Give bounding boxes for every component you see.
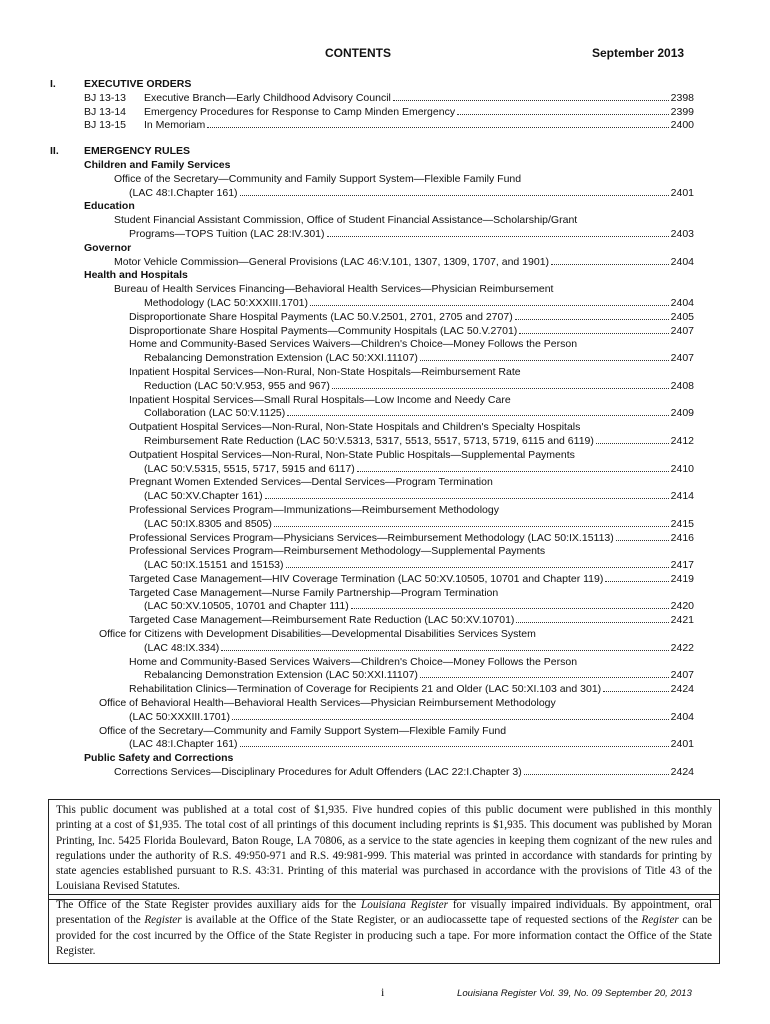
- toc-entry: [84, 256, 694, 270]
- entry-line: Home and Community-Based Services Waivers—Children's Choice—Money Follows the Person: [129, 338, 578, 351]
- dot-leader: [519, 333, 668, 334]
- entry-title: Disproportionate Share Hospital Payments (LAC 50.V.2501, 2701, 2705 and 2707): [129, 310, 513, 323]
- entry-title: Programs—TOPS Tuition (LAC 28:IV.301): [129, 227, 325, 240]
- toc-entry: [84, 463, 694, 477]
- order-code: BJ 13-14: [84, 105, 127, 118]
- section-title: EXECUTIVE ORDERS: [84, 78, 192, 90]
- page-ref: 2419: [670, 572, 694, 585]
- toc-entry: [84, 490, 694, 504]
- agency-heading: Education: [84, 200, 135, 213]
- dot-leader: [420, 360, 669, 361]
- page-ref: 2407: [670, 669, 694, 682]
- order-code: BJ 13-15: [84, 119, 127, 132]
- toc-entry: [84, 228, 694, 242]
- dot-leader: [605, 581, 668, 582]
- toc-entry: [84, 352, 694, 366]
- dot-leader: [603, 691, 668, 692]
- toc-entry: [84, 325, 694, 339]
- entry-title: Collaboration (LAC 50:V.1125): [144, 407, 286, 420]
- page-ref: 2421: [670, 614, 694, 627]
- order-code: BJ 13-13: [84, 91, 127, 104]
- toc-entry: [84, 573, 694, 587]
- entry-title: Disproportionate Share Hospital Payments—Community Hospitals (LAC 50.V.2701): [129, 324, 518, 337]
- entry-line: Office of Behavioral Health—Behavioral Health Services—Physician Reimbursement Methodology: [99, 697, 556, 710]
- dot-leader: [221, 650, 668, 651]
- toc-entry: [84, 435, 694, 449]
- page-ref: 2404: [670, 255, 694, 268]
- entry-line: Office for Citizens with Development Disabilities—Developmental Disabilities Services System: [99, 628, 536, 641]
- entry-title: (LAC 50:IX.15151 and 15153): [144, 559, 284, 572]
- entry-title: Executive Branch—Early Childhood Advisory Council: [144, 91, 391, 104]
- toc-entry: [84, 92, 694, 106]
- section-title: EMERGENCY RULES: [84, 145, 190, 158]
- dot-leader: [616, 540, 669, 541]
- entry-title: (LAC 48:I.Chapter 161): [129, 738, 238, 751]
- dot-leader: [357, 471, 669, 472]
- toc-entry: [84, 518, 694, 532]
- page-ref: 2424: [670, 766, 694, 779]
- entry-title: (LAC 50:XV.10505, 10701 and Chapter 111): [144, 600, 349, 613]
- toc-entry: [84, 669, 694, 683]
- section-emergency-rules: [50, 145, 694, 780]
- page-ref: 2408: [670, 379, 694, 392]
- toc-entry: [84, 738, 694, 752]
- dot-leader: [240, 195, 669, 196]
- issue-month: September 2013: [592, 46, 685, 60]
- page-ref: 2407: [670, 324, 694, 337]
- dot-leader: [551, 264, 669, 265]
- page-ref: 2416: [670, 531, 694, 544]
- agency-heading: Public Safety and Corrections: [84, 752, 234, 765]
- dot-leader: [240, 746, 669, 747]
- entry-title: Emergency Procedures for Response to Camp Minden Emergency: [144, 105, 456, 118]
- entry-title: Corrections Services—Disciplinary Procedures for Adult Offenders (LAC 22:I.Chapter 3): [114, 766, 522, 779]
- entry-title: Professional Services Program—Physicians Services—Reimbursement Methodology (LAC 50:IX.15113): [129, 531, 614, 544]
- toc-entry: [84, 642, 694, 656]
- page-ref: 2404: [670, 296, 694, 309]
- entry-title: Motor Vehicle Commission—General Provisions (LAC 46:V.101, 1307, 1309, 1707, and 1901): [114, 255, 550, 268]
- page-ref: 2424: [670, 683, 694, 696]
- entry-title: Rehabilitation Clinics—Termination of Coverage for Recipients 21 and Older (LAC 50:XI.103 and 301): [129, 683, 602, 696]
- publication-name: Louisiana Register: [361, 899, 448, 911]
- entry-title: Rebalancing Demonstration Extension (LAC 50:XXI.11107): [144, 352, 418, 365]
- page-ref: 2407: [670, 352, 694, 365]
- entry-line: Student Financial Assistant Commission, Office of Student Financial Assistance—Scholarship/Grant: [114, 214, 578, 227]
- publication-name: Register: [144, 914, 182, 927]
- toc-entry: [84, 683, 694, 697]
- contents-heading: CONTENTS: [325, 46, 391, 60]
- dot-leader: [286, 567, 669, 568]
- toc-entry: [84, 380, 694, 394]
- dot-leader: [596, 443, 669, 444]
- page-ref: 2401: [670, 186, 694, 199]
- toc-entry: [84, 297, 694, 311]
- page-ref: 2412: [670, 434, 694, 447]
- dot-leader: [457, 114, 669, 115]
- toc-entry: [84, 614, 694, 628]
- toc-entry: [84, 559, 694, 573]
- entry-title: (LAC 48:I.Chapter 161): [129, 186, 238, 199]
- entry-line: Pregnant Women Extended Services—Dental Services—Program Termination: [129, 476, 493, 489]
- dot-leader: [332, 388, 669, 389]
- dot-leader: [265, 498, 669, 499]
- entry-line: Professional Services Program—Immunizations—Reimbursement Methodology: [129, 503, 499, 516]
- dot-leader: [287, 415, 668, 416]
- entry-title: Reimbursement Rate Reduction (LAC 50:V.5313, 5317, 5513, 5517, 5713, 5719, 6115 and 6119): [144, 434, 594, 447]
- page-ref: 2417: [670, 559, 694, 572]
- entry-line: Office of the Secretary—Community and Family Support System—Flexible Family Fund: [99, 724, 507, 737]
- entry-title: (LAC 50:XV.Chapter 161): [144, 490, 263, 503]
- toc-entry: [84, 766, 694, 780]
- entry-line: Inpatient Hospital Services—Non-Rural, Non-State Hospitals—Reimbursement Rate: [129, 365, 521, 378]
- page-ref: 2414: [670, 490, 694, 503]
- entry-line: Inpatient Hospital Services—Small Rural Hospitals—Low Income and Needy Care: [129, 393, 511, 406]
- entry-line: Outpatient Hospital Services—Non-Rural, Non-State Hospitals and Children's Specialty Hospitals: [129, 421, 581, 434]
- dot-leader: [351, 608, 669, 609]
- dot-leader: [524, 774, 669, 775]
- section-numeral: I.: [50, 78, 56, 90]
- entry-title: (LAC 50:V.5315, 5515, 5717, 5915 and 6117): [144, 462, 355, 475]
- entry-title: In Memoriam: [144, 119, 206, 132]
- issue-reference: Louisiana Register Vol. 39, No. 09 September 20, 2013: [457, 988, 692, 999]
- entry-title: Targeted Case Management—HIV Coverage Termination (LAC 50:XV.10505, 10701 and Chapter 119): [129, 572, 604, 585]
- dot-leader: [207, 127, 668, 128]
- emergency-rules-list: [84, 159, 694, 780]
- entry-line: Bureau of Health Services Financing—Behavioral Health Services—Physician Reimbursement: [114, 283, 554, 296]
- page-ref: 2410: [670, 462, 694, 475]
- dot-leader: [516, 622, 668, 623]
- entry-line: Office of the Secretary—Community and Family Support System—Flexible Family Fund: [114, 172, 522, 185]
- toc-entry: [84, 119, 694, 133]
- page-ref: 2400: [670, 119, 694, 132]
- entry-title: Methodology (LAC 50:XXXIII.1701): [144, 296, 309, 309]
- page-ref: 2415: [670, 517, 694, 530]
- section-executive-orders: [50, 78, 694, 133]
- page-ref: 2409: [670, 407, 694, 420]
- publication-name: Register: [641, 914, 679, 927]
- toc-entry: [84, 106, 694, 120]
- page-ref: 2422: [670, 641, 694, 654]
- entry-line: Professional Services Program—Reimbursement Methodology—Supplemental Payments: [129, 545, 546, 558]
- executive-orders-list: [84, 92, 694, 133]
- dot-leader: [327, 236, 669, 237]
- entry-title: Reduction (LAC 50:V.953, 955 and 967): [144, 379, 330, 392]
- page-ref: 2398: [670, 91, 694, 104]
- entry-line: Outpatient Hospital Services—Non-Rural, Non-State Public Hospitals—Supplemental Payments: [129, 448, 575, 461]
- entry-line: Home and Community-Based Services Waivers—Children's Choice—Money Follows the Person: [129, 655, 578, 668]
- publication-cost-notice: This public document was published at a total cost of $1,935. Five hundred copies of this public document were published in this monthly printing at a cost of $1,935. The total cost of all printings of this document including reprints is $1,935. This document was published by Moran Printing, Inc. 5425 Florida Boulevard, Baton Rouge, LA 70806, as a service to the state agencies in keeping them cognizant of the new rules and regulations under the authority of R.S. 49:950-971 and R.S. 49:981-999. This material was printed in accordance with standards for printing by state agencies established pursuant to R.S. 43:31. Printing of this material was purchased in accordance with the provisions of Title 43 of the Louisiana Revised Statutes.: [48, 799, 720, 900]
- toc-entry: [84, 532, 694, 546]
- page-ref: 2399: [670, 105, 694, 118]
- dot-leader: [310, 305, 669, 306]
- dot-leader: [515, 319, 669, 320]
- entry-title: (LAC 50:XXXIII.1701): [129, 710, 230, 723]
- toc-entry: [84, 187, 694, 201]
- entry-title: (LAC 48:IX.334): [144, 641, 220, 654]
- toc-entry: [84, 711, 694, 725]
- entry-title: Rebalancing Demonstration Extension (LAC 50:XXI.11107): [144, 669, 418, 682]
- agency-heading: Children and Family Services: [84, 158, 231, 171]
- page-ref: 2404: [670, 710, 694, 723]
- page-number: i: [381, 985, 385, 999]
- page-ref: 2405: [670, 310, 694, 323]
- page-ref: 2420: [670, 600, 694, 613]
- dot-leader: [274, 526, 669, 527]
- toc-entry: [84, 311, 694, 325]
- entry-title: (LAC 50:IX.8305 and 8505): [144, 517, 272, 530]
- page-ref: 2401: [670, 738, 694, 751]
- dot-leader: [232, 719, 669, 720]
- auxiliary-aids-notice: The Office of the State Register provides auxiliary aids for the Louisiana Register for visually impaired individuals. By appointment, oral presentation of the Register is available at the Office of the State Register, or an audiocassette tape of requested sections of the Register can be provided for the cost incurred by the Office of the State Register in producing such a tape. For more information contact the Office of the State Register.: [48, 894, 720, 964]
- table-of-contents: [50, 78, 694, 780]
- toc-entry: [84, 600, 694, 614]
- dot-leader: [420, 677, 669, 678]
- agency-heading: Health and Hospitals: [84, 269, 188, 282]
- dot-leader: [393, 100, 669, 101]
- page-ref: 2403: [670, 227, 694, 240]
- section-numeral: II.: [50, 145, 59, 158]
- toc-entry: [84, 407, 694, 421]
- entry-title: Targeted Case Management—Reimbursement Rate Reduction (LAC 50:XV.10701): [129, 614, 515, 627]
- agency-heading: Governor: [84, 241, 132, 254]
- entry-line: Targeted Case Management—Nurse Family Partnership—Program Termination: [129, 586, 499, 599]
